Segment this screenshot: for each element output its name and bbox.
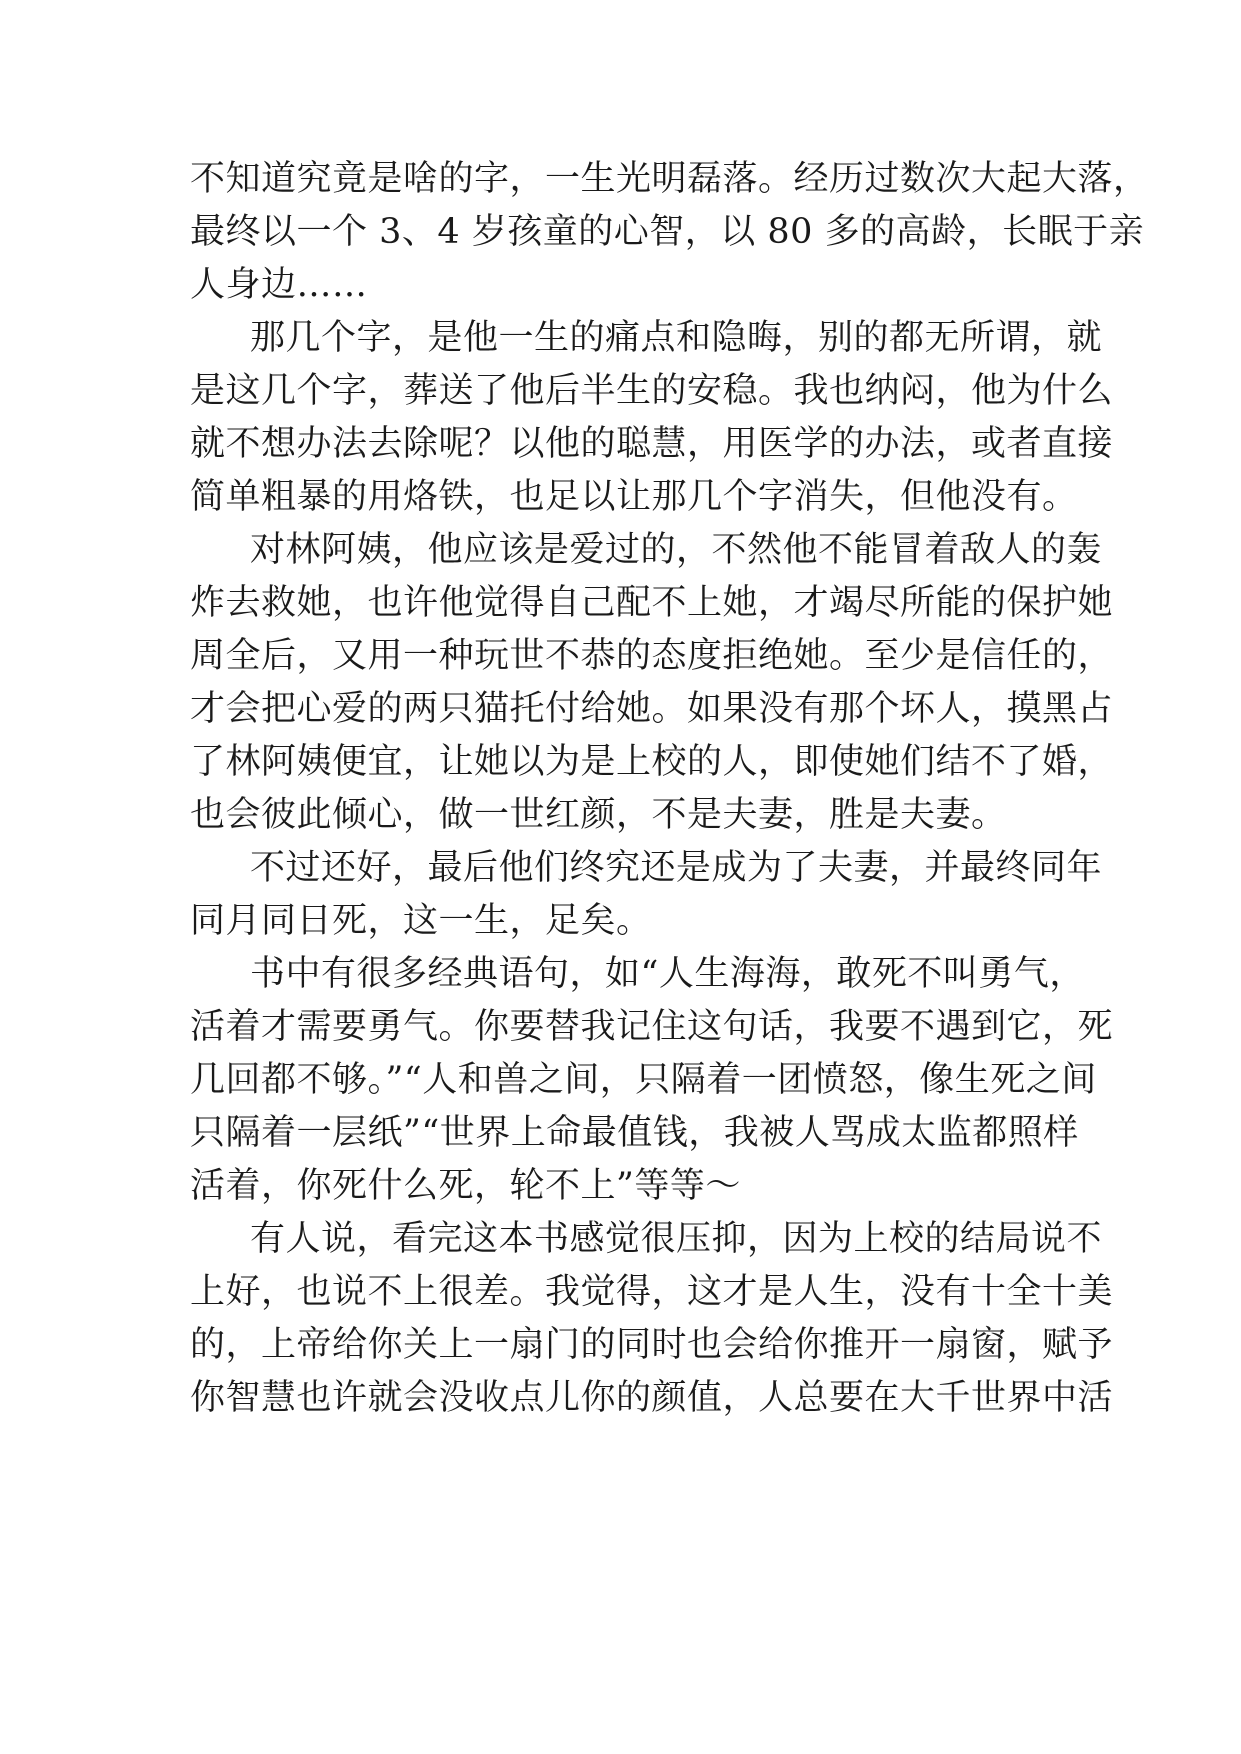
text-line: 才会把心爱的两只猫托付给她。如果没有那个坏人，摸黑占 (190, 689, 1114, 729)
text-line: 简单粗暴的用烙铁，也足以让那几个字消失，但他没有。 (190, 477, 1078, 517)
text-line: 炸去救她，也许他觉得自己配不上她，才竭尽所能的保护她 (190, 583, 1114, 623)
paragraph-2 (190, 312, 1114, 524)
text-line: 书中有很多经典语句，如“人生海海，敢死不叫勇气， (250, 954, 1085, 994)
text-line: 活着才需要勇气。你要替我记住这句话，我要不遇到它，死 (190, 1007, 1114, 1047)
text-line: 只隔着一层纸”“世界上命最值钱，我被人骂成太监都照样 (190, 1113, 1079, 1153)
text-line: 对林阿姨，他应该是爱过的，不然他不能冒着敌人的轰 (250, 530, 1103, 570)
text-line: 了林阿姨便宜，让她以为是上校的人，即使她们结不了婚， (190, 742, 1114, 782)
document-body (190, 153, 1149, 1425)
text-line: 几回都不够。”“人和兽之间，只隔着一团愤怒，像生死之间 (190, 1060, 1097, 1100)
paragraph-5 (190, 948, 1114, 1213)
text-line: 周全后，又用一种玩世不恭的态度拒绝她。至少是信任的， (190, 636, 1114, 676)
paragraph-4 (190, 842, 1103, 948)
text-line: 不知道究竟是啥的字，一生光明磊落。经历过数次大起大落， (190, 159, 1149, 199)
text-line: 上好，也说不上很差。我觉得，这才是人生，没有十全十美 (190, 1272, 1114, 1312)
text-line: 是这几个字，葬送了他后半生的安稳。我也纳闷，他为什么 (190, 371, 1114, 411)
paragraph-6 (190, 1213, 1114, 1425)
text-line: 活着，你死什么死，轮不上”等等～ (190, 1166, 741, 1206)
text-line: 有人说，看完这本书感觉很压抑，因为上校的结局说不 (250, 1219, 1103, 1259)
text-line: 最终以一个 3、4 岁孩童的心智，以 80 多的高龄，长眠于亲 (190, 212, 1145, 252)
text-line: 人身边…… (190, 265, 368, 305)
text-line: 同月同日死，这一生，足矣。 (190, 901, 652, 941)
text-line: 不过还好，最后他们终究还是成为了夫妻，并最终同年 (250, 848, 1103, 888)
text-line: 那几个字，是他一生的痛点和隐晦，别的都无所谓，就 (250, 318, 1103, 358)
text-line: 你智慧也许就会没收点儿你的颜值，人总要在大千世界中活 (190, 1378, 1114, 1418)
text-line: 就不想办法去除呢？以他的聪慧，用医学的办法，或者直接 (190, 424, 1114, 464)
paragraph-1 (190, 153, 1149, 312)
text-line: 的，上帝给你关上一扇门的同时也会给你推开一扇窗，赋予 (190, 1325, 1114, 1365)
paragraph-3 (190, 524, 1114, 842)
text-line: 也会彼此倾心，做一世红颜，不是夫妻，胜是夫妻。 (190, 795, 1007, 835)
